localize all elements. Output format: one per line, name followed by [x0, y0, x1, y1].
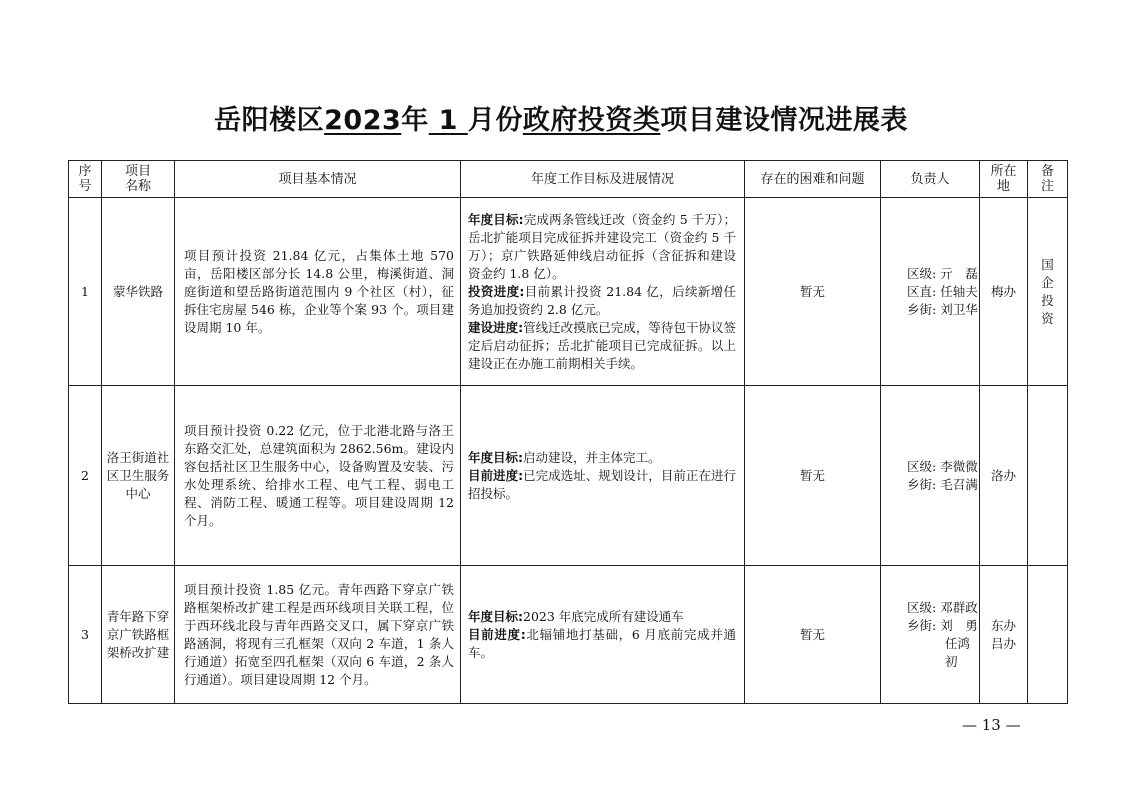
- header-location: 所在 地: [980, 161, 1028, 198]
- progress-label: 年度目标:: [468, 211, 524, 227]
- page-title: 岳阳楼区2023年 1 月份政府投资类项目建设情况进展表: [214, 105, 908, 136]
- owner-role: 乡街:: [907, 301, 937, 317]
- cell-remark: [1028, 386, 1068, 566]
- progress-text: 完成两条管线迁改（资金约 5 千万）；岳北扩能项目完成征拆并建设完工（资金约 5 千万）；京广铁路延伸线启动征拆（含征拆和建设资金约 1.8 亿）。: [468, 211, 736, 281]
- cell-project-name: 蒙华铁路: [102, 198, 175, 386]
- progress-label: 目前进度:: [468, 467, 524, 483]
- progress-text: 已完成选址、规划设计，目前正在进行招投标。: [468, 467, 736, 501]
- cell-basic-info: 项目预计投资 21.84 亿元，占集体土地 570 亩，岳阳楼区部分长 14.8 公里，梅溪街道、洞庭街道和望岳路街道范围内 9 个社区（村），征拆住宅房屋 546 栋，企业等个案 93 个。项目建设周期 10 年。: [175, 198, 461, 386]
- cell-project-name: 青年路下穿京广铁路框架桥改扩建: [102, 566, 175, 704]
- cell-basic-info: 项目预计投资 1.85 亿元。青年西路下穿京广铁路框架桥改扩建工程是西环线项目关联工程，位于西环线北段与青年西路交叉口，属下穿京广铁路涵洞，将现有三孔框架（双向 2 车道，1 条人行通道）拓宽至四孔框架（双向 6 车道，2 条人行通道）。项目建设周期 12 个月。: [175, 566, 461, 704]
- progress-text: 北辐铺地打基础，6 月底前完成并通车。: [468, 626, 736, 660]
- header-issues: 存在的困难和问题: [745, 161, 881, 198]
- table-row: [69, 386, 1068, 566]
- location-line: 东办: [990, 617, 1016, 633]
- page-number: — 13 —: [962, 716, 1021, 734]
- progress-text: 2023 年底完成所有建设通车: [523, 608, 684, 624]
- header-basic: 项目基本情况: [175, 161, 461, 198]
- owner-role: 乡街:: [907, 476, 937, 492]
- owner-name: 毛召满: [940, 476, 978, 492]
- cell-issues: 暂无: [745, 566, 881, 704]
- owner-role: 区直:: [907, 283, 937, 299]
- cell-seq: 3: [69, 566, 102, 704]
- header-name: 项目 名称: [102, 161, 175, 198]
- owner-name: 刘卫华: [940, 301, 978, 317]
- progress-text: 目前累计投资 21.84 亿，后续新增任务追加投资约 2.8 亿元。: [468, 283, 737, 317]
- owner-role: 乡街:: [907, 617, 937, 633]
- progress-label: 建设进度:: [468, 319, 524, 335]
- table-row: [69, 198, 1068, 386]
- owner-name: 邓群政: [940, 599, 978, 615]
- owner-line: [907, 265, 979, 283]
- header-progress: 年度工作目标及进展情况: [461, 161, 745, 198]
- owner-name: 刘 勇: [940, 617, 978, 633]
- cell-owner: [881, 198, 980, 386]
- cell-remark: [1028, 198, 1068, 386]
- cell-progress: [461, 566, 745, 704]
- owner-line: [907, 301, 979, 319]
- location-line: 梅办: [990, 283, 1016, 299]
- cell-issues: 暂无: [745, 386, 881, 566]
- owner-line: [907, 617, 979, 635]
- progress-text: 管线迁改摸底已完成，等待包干协议签定后启动征拆；岳北扩能项目已完成征拆。以上建设正在办施工前期相关手续。: [468, 319, 736, 371]
- cell-basic-info: 项目预计投资 0.22 亿元，位于北港北路与洛王东路交汇处，总建筑面积为 2862.56m。建设内容包括社区卫生服务中心，设备购置及安装、污水处理系统、给排水工程、电气工程、弱电工程、消防工程、暖通工程等。项目建设周期 12 个月。: [175, 386, 461, 566]
- progress-table: [68, 160, 1068, 704]
- cell-owner: [881, 566, 980, 704]
- table-header-row: [69, 161, 1068, 198]
- header-remark: 备 注: [1028, 161, 1068, 198]
- cell-progress: [461, 198, 745, 386]
- cell-location: [980, 386, 1028, 566]
- progress-text: 启动建设，并主体完工。: [523, 449, 661, 465]
- cell-seq: 1: [69, 198, 102, 386]
- cell-location: [980, 566, 1028, 704]
- owner-role: 区级:: [907, 265, 937, 281]
- owner-name: 李微微: [940, 458, 978, 474]
- owner-line: [907, 476, 979, 494]
- location-line: 洛办: [990, 467, 1016, 483]
- progress-label: 年度目标:: [468, 608, 523, 624]
- owner-name: 亓 磊: [940, 265, 978, 281]
- progress-label: 目前进度:: [468, 626, 526, 642]
- header-owner: 负责人: [881, 161, 980, 198]
- header-seq: 序 号: [69, 161, 102, 198]
- cell-progress: [461, 386, 745, 566]
- owner-role: 区级:: [907, 599, 937, 615]
- table-row: [69, 566, 1068, 704]
- remark-char: 国: [1041, 256, 1054, 272]
- cell-remark: [1028, 566, 1068, 704]
- cell-location: [980, 198, 1028, 386]
- cell-issues: 暂无: [745, 198, 881, 386]
- progress-label: 投资进度:: [468, 283, 525, 299]
- cell-owner: [881, 386, 980, 566]
- remark-char: 投: [1041, 292, 1054, 308]
- owner-role: 区级:: [907, 458, 937, 474]
- owner-line: [907, 458, 979, 476]
- cell-seq: 2: [69, 386, 102, 566]
- owner-name: 任鸿初: [945, 635, 971, 669]
- progress-label: 年度目标:: [468, 449, 523, 465]
- remark-char: 企: [1041, 274, 1054, 290]
- location-line: 吕办: [990, 635, 1016, 651]
- remark-char: 资: [1041, 310, 1054, 326]
- owner-line: [907, 283, 979, 301]
- owner-line: [907, 599, 979, 617]
- cell-project-name: 洛王街道社区卫生服务中心: [102, 386, 175, 566]
- owner-name: 任轴夫: [940, 283, 978, 299]
